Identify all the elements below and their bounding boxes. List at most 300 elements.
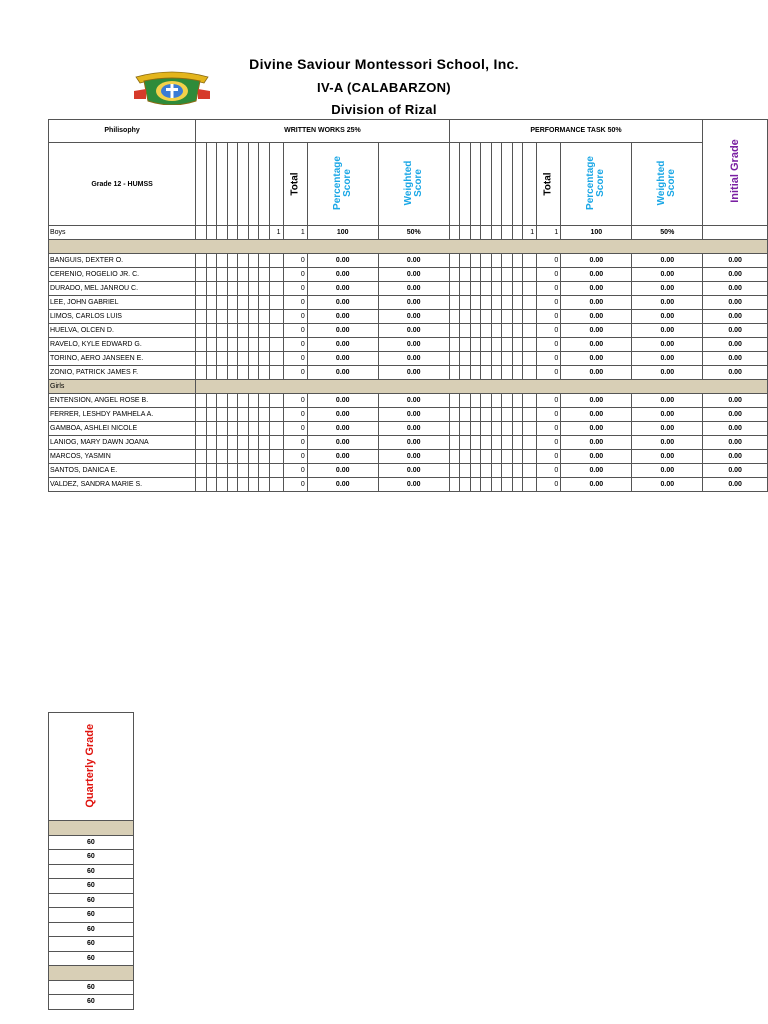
- ww-score-cell: [217, 324, 228, 338]
- quarterly-grade-cell: 60: [49, 937, 134, 952]
- pt-percentage-cell: 0.00: [561, 422, 632, 436]
- ww-score-cell: [206, 338, 217, 352]
- ww-score-cell: [269, 366, 283, 380]
- band-row: [49, 240, 768, 254]
- student-row: [49, 366, 768, 380]
- pt-score-cell: [523, 422, 537, 436]
- ww-hps-last: 1: [269, 226, 283, 240]
- initial-grade-cell: 0.00: [703, 394, 768, 408]
- cell: [703, 226, 768, 240]
- pt-percentage-cell: 0.00: [561, 478, 632, 492]
- pt-score-cell: [512, 408, 523, 422]
- ww-score-cell: [206, 282, 217, 296]
- pt-score-cell: [449, 282, 460, 296]
- pt-score-cell: [460, 478, 471, 492]
- student-row: [49, 408, 768, 422]
- student-name: ZONIO, PATRICK JAMES F.: [49, 366, 196, 380]
- ww-score-cell: [206, 436, 217, 450]
- pt-score-cell: [502, 450, 513, 464]
- pt-percentage-cell: 0.00: [561, 408, 632, 422]
- pt-score-cell: [502, 478, 513, 492]
- ww-percentage-cell: 0.00: [307, 310, 378, 324]
- ww-percentage-cell: 0.00: [307, 366, 378, 380]
- pt-score-cell: [470, 268, 481, 282]
- quarterly-grade-cell: 60: [49, 922, 134, 937]
- ww-total-cell: 0: [283, 268, 307, 282]
- cell: [512, 226, 523, 240]
- ww-weighted-cell: 0.00: [378, 422, 449, 436]
- pt-percentage-cell: 0.00: [561, 338, 632, 352]
- ww-score-cell: [259, 282, 270, 296]
- ww-total-cell: 0: [283, 436, 307, 450]
- quarterly-grade-label: Quarterly Grade: [84, 724, 97, 808]
- ww-score-cell: [238, 338, 249, 352]
- ww-score-cell: [259, 394, 270, 408]
- ww-score-cell: [248, 422, 259, 436]
- pt-total-cell: 0: [537, 366, 561, 380]
- pt-score-cell: [491, 352, 502, 366]
- pt-score-cell: [449, 324, 460, 338]
- ww-score-cell: [196, 310, 207, 324]
- ww-score-cell: [217, 450, 228, 464]
- initial-grade-header: [703, 120, 768, 226]
- ww-score-cell: [269, 464, 283, 478]
- student-row: [49, 436, 768, 450]
- cell: [470, 226, 481, 240]
- cell: [238, 226, 249, 240]
- ww-total-cell: 0: [283, 450, 307, 464]
- pt-score-cell: [512, 464, 523, 478]
- ww-score-cell: [217, 464, 228, 478]
- pt-score-cell: [523, 394, 537, 408]
- student-row: [49, 296, 768, 310]
- cell: [491, 226, 502, 240]
- band-row: [49, 821, 134, 836]
- quarterly-row: [49, 937, 134, 952]
- ww-score-cell: [248, 254, 259, 268]
- quarterly-row: [49, 893, 134, 908]
- pt-score-cell: [470, 338, 481, 352]
- ww-score-cell: [206, 268, 217, 282]
- initial-grade-cell: 0.00: [703, 324, 768, 338]
- pt-score-cell: [481, 450, 492, 464]
- ww-score-cell: [227, 450, 238, 464]
- ww-score-cell: [238, 282, 249, 296]
- ww-percentage-cell: 0.00: [307, 394, 378, 408]
- pt-score-cell: [491, 450, 502, 464]
- pt-score-col: [491, 143, 502, 226]
- pt-weighted-cell: 0.00: [632, 296, 703, 310]
- ww-score-cell: [238, 450, 249, 464]
- pt-score-cell: [449, 478, 460, 492]
- ww-total-cell: 0: [283, 254, 307, 268]
- pt-weighted-cell: 0.00: [632, 464, 703, 478]
- girls-label: Girls: [49, 380, 196, 394]
- ww-score-cell: [269, 268, 283, 282]
- school-logo: [132, 69, 212, 105]
- band-row: [49, 966, 134, 981]
- cell: [460, 226, 471, 240]
- ww-score-cell: [206, 450, 217, 464]
- ww-score-cell: [259, 422, 270, 436]
- pt-total-cell: 0: [537, 408, 561, 422]
- pt-weighted-cell: 0.00: [632, 268, 703, 282]
- student-row: [49, 324, 768, 338]
- initial-grade-cell: 0.00: [703, 352, 768, 366]
- ww-score-cell: [238, 436, 249, 450]
- pt-score-cell: [481, 464, 492, 478]
- quarterly-row: [49, 922, 134, 937]
- pt-score-cell: [512, 450, 523, 464]
- pt-score-cell: [460, 450, 471, 464]
- pt-total-cell: 0: [537, 268, 561, 282]
- ww-score-cell: [248, 338, 259, 352]
- ww-score-cell: [238, 464, 249, 478]
- quarterly-row: [49, 864, 134, 879]
- pt-percentage-cell: 0.00: [561, 268, 632, 282]
- ww-score-cell: [217, 436, 228, 450]
- quarterly-grade-cell: 60: [49, 850, 134, 865]
- pt-score-col: [523, 143, 537, 226]
- pt-score-cell: [491, 408, 502, 422]
- pt-score-cell: [470, 352, 481, 366]
- ww-score-cell: [206, 464, 217, 478]
- pt-total-cell: 0: [537, 296, 561, 310]
- band-cell: [49, 821, 134, 836]
- student-name: RAVELO, KYLE EDWARD G.: [49, 338, 196, 352]
- pt-score-cell: [502, 352, 513, 366]
- ww-score-cell: [227, 366, 238, 380]
- pt-score-cell: [502, 282, 513, 296]
- pt-score-cell: [502, 310, 513, 324]
- pt-score-cell: [481, 296, 492, 310]
- pt-percentage-cell: 0.00: [561, 366, 632, 380]
- ww-total-cell: 0: [283, 352, 307, 366]
- ww-percentage-cell: 0.00: [307, 436, 378, 450]
- quarterly-grade-cell: 60: [49, 879, 134, 894]
- pt-score-col: [502, 143, 513, 226]
- initial-grade-cell: 0.00: [703, 282, 768, 296]
- grade-section-label: Grade 12 - HUMSS: [49, 143, 196, 226]
- pt-score-cell: [523, 268, 537, 282]
- boys-label: Boys: [49, 226, 196, 240]
- ww-score-cell: [269, 352, 283, 366]
- quarterly-row: [49, 995, 134, 1010]
- ww-score-cell: [238, 254, 249, 268]
- band-cell: [49, 240, 768, 254]
- ww-score-cell: [206, 394, 217, 408]
- performance-task-header: PERFORMANCE TASK 50%: [449, 120, 703, 143]
- initial-grade-cell: 0.00: [703, 310, 768, 324]
- pt-score-cell: [470, 254, 481, 268]
- ww-score-cell: [196, 366, 207, 380]
- school-name: Divine Saviour Montessori School, Inc.: [249, 56, 519, 72]
- ww-score-cell: [227, 394, 238, 408]
- student-name: DURADO, MEL JANROU C.: [49, 282, 196, 296]
- ww-score-col: [238, 143, 249, 226]
- band-cell: [196, 380, 768, 394]
- ww-weighted-cell: 0.00: [378, 296, 449, 310]
- pt-score-cell: [470, 422, 481, 436]
- pt-total-label: Total: [542, 171, 554, 196]
- pt-score-cell: [481, 366, 492, 380]
- student-row: [49, 254, 768, 268]
- quarterly-grade-cell: 60: [49, 835, 134, 850]
- pt-score-cell: [470, 310, 481, 324]
- subject-label: Philisophy: [49, 120, 196, 143]
- ww-percentage-header: [307, 143, 378, 226]
- ww-score-cell: [196, 324, 207, 338]
- pt-total-header: [537, 143, 561, 226]
- cell: [259, 226, 270, 240]
- pt-score-cell: [523, 464, 537, 478]
- pt-score-cell: [460, 338, 471, 352]
- student-row: [49, 422, 768, 436]
- ww-score-cell: [248, 282, 259, 296]
- quarterly-grade-cell: 60: [49, 995, 134, 1010]
- pt-total-cell: 0: [537, 394, 561, 408]
- ww-score-cell: [248, 464, 259, 478]
- pt-percentage-cell: 0.00: [561, 324, 632, 338]
- pt-score-col: [470, 143, 481, 226]
- pt-weighted-label: Weighted Score: [656, 160, 678, 206]
- initial-grade-cell: 0.00: [703, 296, 768, 310]
- ww-score-cell: [238, 310, 249, 324]
- ww-score-cell: [196, 450, 207, 464]
- ww-score-cell: [269, 422, 283, 436]
- ww-score-cell: [248, 268, 259, 282]
- pt-score-cell: [512, 338, 523, 352]
- pt-score-cell: [523, 408, 537, 422]
- pt-score-cell: [502, 394, 513, 408]
- pt-score-cell: [449, 436, 460, 450]
- ww-score-cell: [227, 436, 238, 450]
- cell: [196, 226, 207, 240]
- ww-score-cell: [259, 324, 270, 338]
- pt-score-cell: [491, 366, 502, 380]
- pt-percentage-cell: 0.00: [561, 450, 632, 464]
- pt-score-cell: [470, 394, 481, 408]
- pt-total-cell: 0: [537, 436, 561, 450]
- pt-percentage-cell: 0.00: [561, 464, 632, 478]
- pt-score-cell: [470, 436, 481, 450]
- pt-total-cell: 0: [537, 422, 561, 436]
- ww-hps-pct: 100: [307, 226, 378, 240]
- ww-percentage-cell: 0.00: [307, 254, 378, 268]
- initial-grade-cell: 0.00: [703, 408, 768, 422]
- pt-weighted-cell: 0.00: [632, 338, 703, 352]
- ww-score-cell: [227, 324, 238, 338]
- ww-score-cell: [206, 324, 217, 338]
- ww-percentage-cell: 0.00: [307, 324, 378, 338]
- student-row: [49, 352, 768, 366]
- pt-score-cell: [481, 422, 492, 436]
- cell: [227, 226, 238, 240]
- ww-score-cell: [217, 310, 228, 324]
- ww-score-cell: [217, 352, 228, 366]
- student-row: [49, 338, 768, 352]
- ww-score-cell: [269, 450, 283, 464]
- quarterly-grade-header: [49, 713, 134, 821]
- hps-row: [49, 226, 768, 240]
- pt-score-cell: [470, 324, 481, 338]
- pt-score-cell: [460, 436, 471, 450]
- pt-score-cell: [512, 254, 523, 268]
- ww-score-col: [196, 143, 207, 226]
- ww-total-cell: 0: [283, 366, 307, 380]
- pt-weighted-cell: 0.00: [632, 366, 703, 380]
- ww-score-cell: [196, 394, 207, 408]
- ww-score-cell: [227, 254, 238, 268]
- pt-hps-total: 1: [537, 226, 561, 240]
- pt-weighted-cell: 0.00: [632, 422, 703, 436]
- ww-total-cell: 0: [283, 310, 307, 324]
- pt-score-cell: [449, 338, 460, 352]
- pt-score-cell: [491, 422, 502, 436]
- pt-percentage-label: Percentage Score: [585, 156, 607, 210]
- ww-score-cell: [269, 394, 283, 408]
- ww-score-cell: [238, 408, 249, 422]
- student-name: CERENIO, ROGELIO JR. C.: [49, 268, 196, 282]
- ww-score-cell: [217, 408, 228, 422]
- initial-grade-cell: 0.00: [703, 268, 768, 282]
- cell: [217, 226, 228, 240]
- pt-score-cell: [512, 352, 523, 366]
- pt-total-cell: 0: [537, 324, 561, 338]
- ww-score-cell: [248, 408, 259, 422]
- pt-score-cell: [502, 296, 513, 310]
- pt-weighted-cell: 0.00: [632, 408, 703, 422]
- pt-score-cell: [460, 408, 471, 422]
- student-name: VALDEZ, SANDRA MARIE S.: [49, 478, 196, 492]
- initial-grade-cell: 0.00: [703, 254, 768, 268]
- band-cell: [49, 966, 134, 981]
- pt-score-cell: [449, 464, 460, 478]
- ww-weighted-cell: 0.00: [378, 450, 449, 464]
- ww-score-cell: [227, 464, 238, 478]
- ww-score-cell: [259, 296, 270, 310]
- pt-score-cell: [523, 338, 537, 352]
- ww-score-cell: [227, 310, 238, 324]
- ww-percentage-cell: 0.00: [307, 296, 378, 310]
- student-name: LANIOG, MARY DAWN JOANA: [49, 436, 196, 450]
- ww-score-cell: [248, 296, 259, 310]
- ww-score-cell: [206, 296, 217, 310]
- student-row: [49, 282, 768, 296]
- pt-score-cell: [460, 254, 471, 268]
- quarterly-grade-table: [48, 712, 134, 1010]
- pt-score-cell: [449, 310, 460, 324]
- pt-score-cell: [523, 436, 537, 450]
- ww-hps-total: 1: [283, 226, 307, 240]
- ww-score-cell: [206, 254, 217, 268]
- pt-score-cell: [470, 478, 481, 492]
- ww-weighted-cell: 0.00: [378, 436, 449, 450]
- pt-score-cell: [460, 282, 471, 296]
- division-label: Division of Rizal: [331, 102, 437, 117]
- pt-score-cell: [491, 338, 502, 352]
- ww-percentage-cell: 0.00: [307, 450, 378, 464]
- pt-score-cell: [481, 352, 492, 366]
- ww-score-cell: [206, 310, 217, 324]
- region-label: IV-A (CALABARZON): [317, 80, 451, 95]
- ww-weighted-cell: 0.00: [378, 254, 449, 268]
- pt-score-cell: [449, 352, 460, 366]
- pt-percentage-cell: 0.00: [561, 254, 632, 268]
- ww-score-cell: [206, 478, 217, 492]
- ww-score-cell: [196, 296, 207, 310]
- ww-score-cell: [259, 254, 270, 268]
- quarterly-grade-cell: 60: [49, 864, 134, 879]
- ww-score-cell: [259, 408, 270, 422]
- ww-score-cell: [206, 422, 217, 436]
- pt-percentage-cell: 0.00: [561, 394, 632, 408]
- student-name: FERRER, LESHDY PAMHELA A.: [49, 408, 196, 422]
- ww-score-cell: [269, 254, 283, 268]
- pt-score-cell: [491, 254, 502, 268]
- ww-weighted-cell: 0.00: [378, 324, 449, 338]
- pt-total-cell: 0: [537, 282, 561, 296]
- pt-hps-pct: 100: [561, 226, 632, 240]
- ww-weighted-cell: 0.00: [378, 352, 449, 366]
- ww-score-cell: [269, 338, 283, 352]
- pt-score-cell: [449, 254, 460, 268]
- ww-score-cell: [259, 268, 270, 282]
- ww-score-cell: [196, 268, 207, 282]
- ww-score-cell: [238, 324, 249, 338]
- ww-total-cell: 0: [283, 394, 307, 408]
- pt-score-cell: [523, 478, 537, 492]
- pt-score-cell: [523, 310, 537, 324]
- ww-weighted-cell: 0.00: [378, 268, 449, 282]
- student-name: GAMBOA, ASHLEI NICOLE: [49, 422, 196, 436]
- ww-score-cell: [227, 268, 238, 282]
- ww-weighted-cell: 0.00: [378, 408, 449, 422]
- ww-total-cell: 0: [283, 338, 307, 352]
- student-name: LEE, JOHN GABRIEL: [49, 296, 196, 310]
- pt-score-cell: [523, 282, 537, 296]
- pt-weighted-cell: 0.00: [632, 450, 703, 464]
- ww-score-cell: [196, 464, 207, 478]
- ww-score-cell: [196, 254, 207, 268]
- ww-weighted-cell: 0.00: [378, 282, 449, 296]
- pt-score-cell: [491, 296, 502, 310]
- ww-total-cell: 0: [283, 324, 307, 338]
- ww-total-cell: 0: [283, 282, 307, 296]
- ww-score-cell: [248, 324, 259, 338]
- ww-score-cell: [206, 408, 217, 422]
- pt-score-cell: [491, 324, 502, 338]
- pt-score-cell: [502, 268, 513, 282]
- pt-score-cell: [491, 478, 502, 492]
- ww-score-cell: [259, 450, 270, 464]
- ww-score-cell: [238, 422, 249, 436]
- pt-score-col: [512, 143, 523, 226]
- ww-score-col: [248, 143, 259, 226]
- ww-score-cell: [206, 366, 217, 380]
- quarterly-grade-cell: 60: [49, 908, 134, 923]
- ww-score-cell: [196, 478, 207, 492]
- student-name: MARCOS, YASMIN: [49, 450, 196, 464]
- pt-score-cell: [491, 436, 502, 450]
- pt-score-cell: [449, 394, 460, 408]
- ww-score-cell: [227, 352, 238, 366]
- ww-percentage-cell: 0.00: [307, 268, 378, 282]
- pt-percentage-cell: 0.00: [561, 296, 632, 310]
- pt-score-col: [460, 143, 471, 226]
- student-row: [49, 310, 768, 324]
- written-works-header: WRITTEN WORKS 25%: [196, 120, 450, 143]
